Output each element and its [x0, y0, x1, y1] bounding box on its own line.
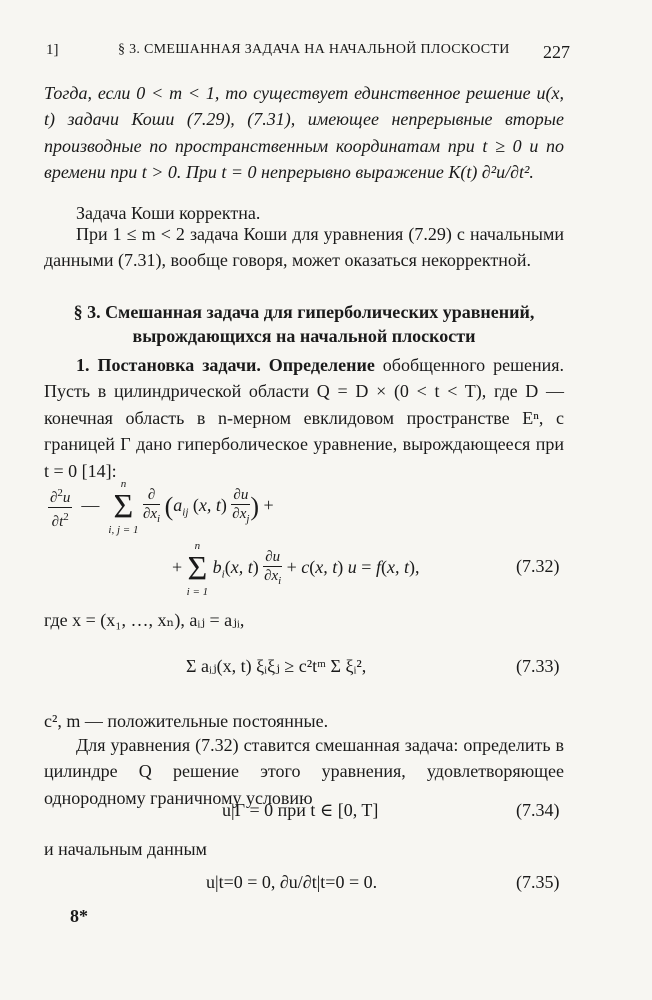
sum-symbol: n Σ i, j = 1: [108, 478, 139, 536]
paragraph-initial: и начальным данным: [44, 839, 207, 859]
paragraph-incorrect: При 1 ≤ m < 2 задача Коши для уравнения (7.29) с начальными данными (7.31), вообще говоря, может оказаться некорректной.: [44, 224, 564, 271]
where-line: где x = (x₁, …, xₙ), aᵢⱼ = aⱼᵢ,: [44, 610, 245, 630]
subsection-title-rest: обобщенного решения.: [382, 355, 564, 375]
theorem-text: Тогда, если 0 < m < 1, то существует единственное решение u(x, t) задачи Коши (7.29), (7.31), имеющее непрерывные вторые производные по пространственным координатам при t ≥ 0 и по времени при t > 0. При t = 0 непрерывно выражение K(t) ∂²u/∂t².: [44, 83, 564, 183]
equation-number-7-32: (7.32): [516, 556, 560, 576]
paragraph-correct: Задача Коши корректна.: [76, 203, 261, 223]
equation-7-32-line2: + n Σ i = 1 $b_i(x$, t) $\frac{\partial u}{\partial x_i}$ + c(x, t) u = f(x, t),: [172, 540, 420, 598]
chapter-mark: 1]: [46, 42, 59, 58]
equation-7-35: u|t=0 = 0, ∂u/∂t|t=0 = 0.: [206, 872, 378, 892]
paragraph-mixed-problem: Для уравнения (7.32) ставится смешанная задача: определить в цилиндре Q решение этого уравнения, удовлетворяющее однородному граничному условию: [44, 735, 564, 808]
page-number: 227: [543, 42, 570, 62]
subsection-paragraph: [44, 352, 564, 484]
signature-mark: 8*: [70, 906, 88, 926]
equation-number-7-34: (7.34): [516, 800, 560, 820]
equation-number-7-33: (7.33): [516, 656, 560, 676]
subsection-text: Пусть в цилиндрической области Q = D × (0 < t < T), где D — конечная область в n-мерном евклидовом пространстве Eⁿ, с границей Γ дано гиперболическое уравнение, вырождающееся при t = 0 [14]:: [44, 381, 564, 481]
subsection-title: 1. Постановка задачи. Определение: [76, 355, 375, 375]
equation-7-33: Σ aᵢⱼ(x, t) ξᵢξⱼ ≥ c²tᵐ Σ ξᵢ²,: [186, 656, 367, 676]
paragraph-constants: c², m — положительные постоянные.: [44, 711, 329, 731]
equation-7-32-line1: $\frac{\partial^2u}{\partial t^2}$ — n Σ i, j = 1 $\frac{\partial}{\partial x_i}$ ($a_{ij}$ (x, t) $\frac{\partial u}{\partial x_j}$ ) +: [50, 478, 274, 536]
running-title: § 3. СМЕШАННАЯ ЗАДАЧА НА НАЧАЛЬНОЙ ПЛОСКОСТИ: [118, 42, 510, 57]
sum-symbol: n Σ i = 1: [186, 540, 209, 598]
section-heading: § 3. Смешанная задача для гиперболических уравнений, вырождающихся на начальной плоскости: [73, 302, 535, 346]
equation-7-34: u|Γ = 0 при t ∈ [0, T]: [222, 800, 379, 820]
equation-number-7-35: (7.35): [516, 872, 560, 892]
d2u-dt2-fraction: $\frac{\partial^2u}{\partial t^2}$: [48, 484, 72, 531]
